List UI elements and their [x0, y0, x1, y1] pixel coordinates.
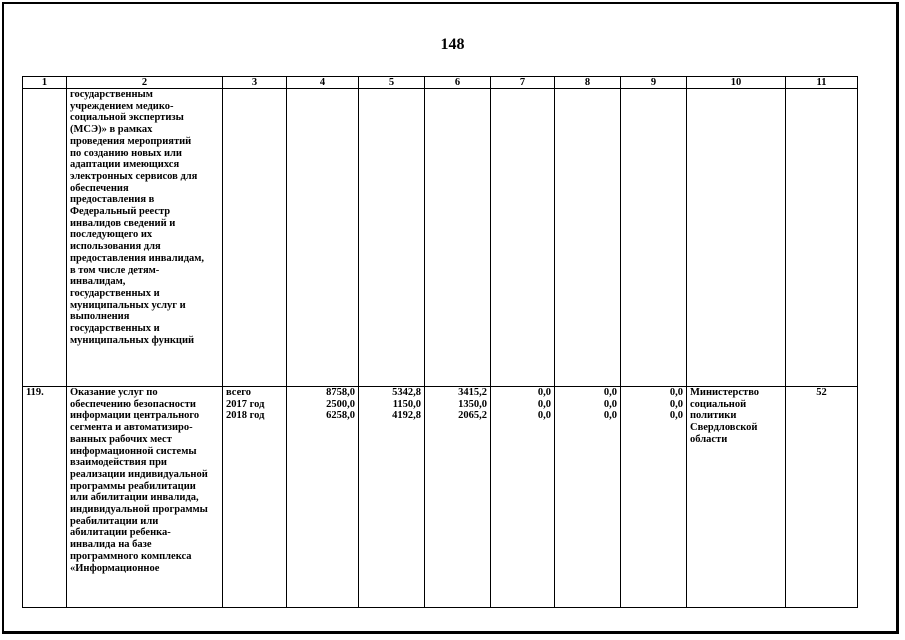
col5-2018: 4192,8 [392, 410, 421, 422]
row-number-cell [23, 89, 67, 387]
col6-cell [425, 89, 491, 387]
executor-line: Свердловской [690, 422, 758, 434]
program-table [22, 76, 858, 608]
col9-total: 0,0 [669, 387, 683, 398]
col5-cell [359, 387, 425, 608]
description-line: Оказание услуг по [70, 387, 158, 398]
col4-2018: 6258,0 [326, 410, 355, 422]
description-line: сегмента и автоматизиро- [70, 422, 193, 434]
col-header-10: 10 [687, 77, 786, 89]
col8-2017: 0,0 [603, 398, 617, 410]
col-header-5: 5 [359, 77, 425, 89]
col8-cell [555, 387, 621, 608]
col8-cell [555, 89, 621, 387]
col9-cell [621, 89, 687, 387]
description-line: информации центрального [70, 410, 200, 422]
col-header-11: 11 [786, 77, 858, 89]
executor-line: политики [690, 410, 737, 422]
description-line: муниципальных функций [70, 334, 195, 346]
executor-line: Министерство [690, 387, 760, 398]
description-line: предоставления в [70, 194, 155, 206]
activity-description-cell [67, 387, 223, 608]
description-line: адаптации имеющихся [70, 159, 180, 171]
description-line: ванных рабочих мест [70, 433, 172, 445]
col-header-1: 1 [23, 77, 67, 89]
period-cell [223, 89, 287, 387]
period-total: всего [226, 387, 252, 398]
period-2017: 2017 год [226, 398, 265, 410]
description-line: реализации индивидуальной [70, 468, 208, 480]
description-line: программы реабилитации [70, 480, 196, 492]
col-header-3: 3 [223, 77, 287, 89]
description-line: проведения мероприятий [70, 135, 192, 147]
col5-total: 5342,8 [392, 387, 421, 398]
col4-total: 8758,0 [326, 387, 355, 398]
description-line: информационной системы [70, 445, 197, 457]
col11-cell [786, 89, 858, 387]
col6-2017: 1350,0 [458, 398, 487, 410]
col7-cell [491, 387, 555, 608]
description-line: индивидуальной программы [70, 504, 208, 516]
col6-total: 3415,2 [458, 387, 487, 398]
executor-cell [687, 387, 786, 608]
table-row-119 [23, 387, 858, 608]
column-number-row [23, 77, 858, 89]
description-line: государственных и [70, 287, 160, 299]
description-line: «Информационное [70, 562, 160, 574]
col-header-7: 7 [491, 77, 555, 89]
description-line: социальной экспертизы [70, 112, 184, 124]
description-line: инвалида на базе [70, 539, 152, 551]
description-line: реабилитации или [70, 515, 159, 527]
description-line: инвалидам, [70, 276, 126, 288]
col-header-9: 9 [621, 77, 687, 89]
description-line: или абилитации инвалида, [70, 492, 199, 504]
description-line: обеспечения [70, 182, 129, 194]
page-number: 148 [440, 36, 465, 53]
description-line: государственных и [70, 323, 160, 335]
description-line: выполнения [70, 311, 130, 323]
col7-2018: 0,0 [537, 410, 551, 422]
col4-cell [287, 89, 359, 387]
col5-cell [359, 89, 425, 387]
col9-2017: 0,0 [669, 398, 683, 410]
col-header-8: 8 [555, 77, 621, 89]
col5-2017: 1150,0 [392, 398, 421, 410]
executor-cell [687, 89, 786, 387]
description-line: программного комплекса [70, 550, 192, 562]
col9-2018: 0,0 [669, 410, 683, 422]
col4-cell [287, 387, 359, 608]
description-line: по созданию новых или [70, 147, 182, 159]
description-line: Федеральный реестр [70, 206, 171, 218]
col7-total: 0,0 [537, 387, 551, 398]
executor-line: социальной [690, 398, 747, 410]
activity-description-cell [67, 89, 223, 387]
description-line: предоставления инвалидам, [70, 252, 205, 264]
executor-line: области [690, 433, 728, 445]
description-line: (МСЭ)» в рамках [70, 124, 153, 136]
col-header-6: 6 [425, 77, 491, 89]
description-line: использования для [70, 241, 161, 253]
period-2018: 2018 год [226, 410, 265, 422]
col6-2018: 2065,2 [458, 410, 487, 422]
col8-total: 0,0 [603, 387, 617, 398]
description-line: абилитации ребенка- [70, 527, 171, 539]
description-line: последующего их [70, 229, 153, 241]
table-row-continuation [23, 89, 858, 387]
description-line: электронных сервисов для [70, 170, 198, 182]
description-line: инвалидов сведений и [70, 217, 176, 229]
col7-2017: 0,0 [537, 398, 551, 410]
description-line: взаимодействия при [70, 457, 167, 469]
description-line: учреждением медико- [70, 100, 174, 112]
row-number-cell: 119. [23, 387, 67, 608]
col8-2018: 0,0 [603, 410, 617, 422]
col-header-4: 4 [287, 77, 359, 89]
description-line: муниципальных услуг и [70, 299, 186, 311]
description-line: в том числе детям- [70, 264, 160, 276]
col11-cell: 52 [786, 387, 858, 608]
description-line: государственным [70, 89, 153, 100]
col4-2017: 2500,0 [326, 398, 355, 410]
period-cell [223, 387, 287, 608]
col-header-2: 2 [67, 77, 223, 89]
col6-cell [425, 387, 491, 608]
description-line: обеспечению безопасности [70, 398, 196, 410]
col9-cell [621, 387, 687, 608]
col7-cell [491, 89, 555, 387]
